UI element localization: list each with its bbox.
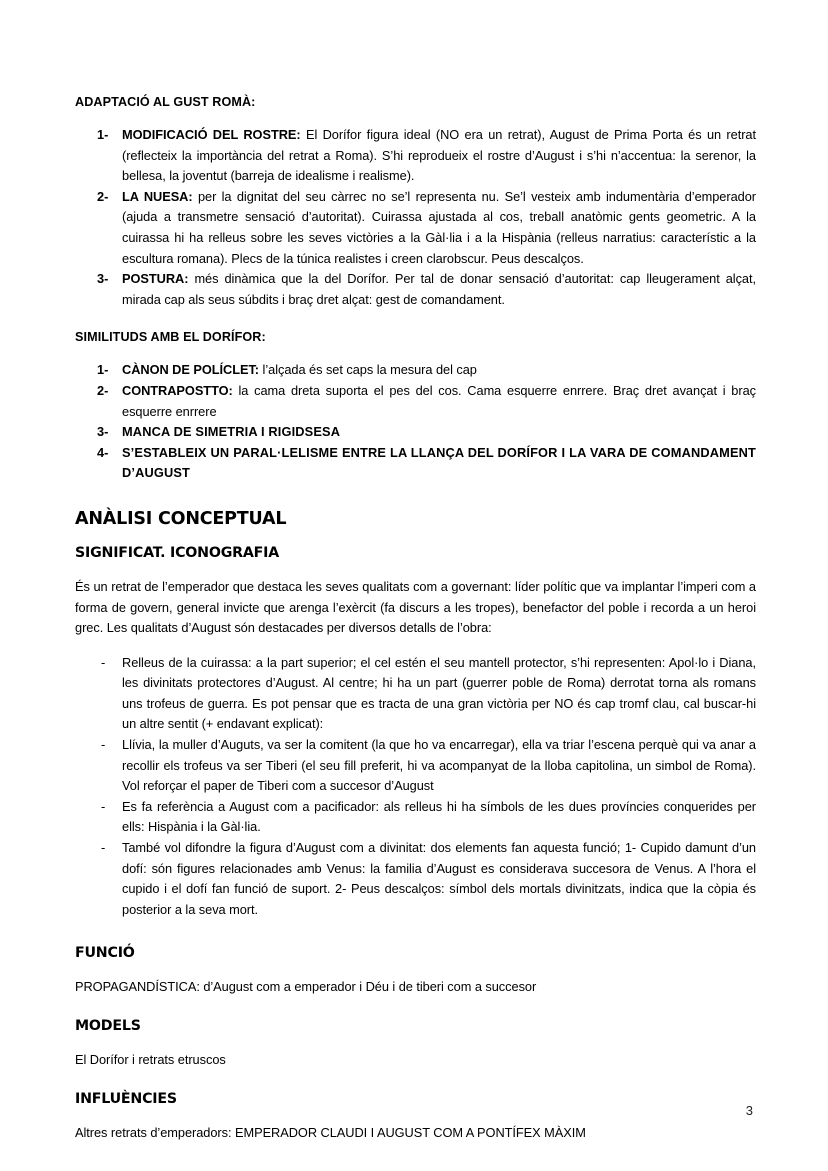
list-item-text — [122, 187, 756, 269]
heading-models: MODELS — [75, 1018, 141, 1034]
list-item-body: la cama dreta suporta el pes del cos. Cama esquerre enrrere. Braç dret avançat i braç esquerre enrrere — [122, 382, 756, 419]
list-item-lead: CÀNON DE POLÍCLET: — [122, 362, 260, 378]
dash-bullet-icon: - — [101, 798, 106, 814]
dash-bullet-icon: - — [101, 737, 106, 753]
list-item — [75, 381, 756, 422]
heading-significat-iconografia: SIGNIFICAT. ICONOGRAFIA — [75, 544, 279, 561]
list-adaptacio — [75, 125, 756, 310]
list-marker: 4- — [97, 444, 109, 460]
list-item-body: per la dignitat del seu càrrec no se’l representa nu. Se’l vesteix amb indumentària d’emperador (ajuda a transmetre sensació d’autoritat). Cuirassa ajustada al cos, treball anatòmic gents geometric. A la cuirassa hi ha relleus sobre les seves victòries a la Gàl·lia i a la Hispània (relleus narratius: característic a la escultura romana). Plecs de la túnica realistes i creen clarobscur. Peus descalços. — [122, 188, 756, 266]
spacer — [75, 963, 756, 977]
list-marker: 2- — [97, 382, 109, 398]
list-item-text: Relleus de la cuirassa: a la part superior; el cel estén el seu mantell protector, s’hi representen: Apol·lo i Diana, les divinitats protectores d’August. Al centre; hi ha un part (guerrer poble de Roma) derrotat torna als romans uns trofeus de guerra. Es pot pensar que es tracta de una gran victòria per NO és cap tromf clau, cal buscar-hi un altre sentit (+ endavant explicat): — [122, 654, 756, 732]
list-item-text: Llívia, la muller d’Auguts, va ser la comitent (la que ho va encarregar), ella va triar l’escena perquè qui va anar a recollir els trofeus va ser Tiberi (el seu fill preferit, hi va acompanyat de la lloba capitolina, un simbol de Roma). Vol reforçar el paper de Tiberi com a succesor d’August — [122, 737, 756, 794]
list-similituds — [75, 360, 756, 484]
list-item-lead: S’ESTABLEIX UN PARAL·LELISME ENTRE LA LLANÇA DEL DORÍFOR I LA VARA DE COMANDAMENT D’AUGUST — [122, 444, 756, 481]
heading-influencies: INFLUÈNCIES — [75, 1090, 177, 1107]
spacer — [75, 1071, 756, 1090]
list-item-text — [122, 422, 756, 443]
spacer — [75, 346, 756, 360]
list-item — [75, 735, 756, 797]
spacer — [75, 484, 756, 508]
list-item-text — [122, 269, 756, 310]
list-significat-bullets — [75, 653, 756, 921]
spacer — [75, 639, 756, 653]
section-heading-adaptacio: ADAPTACIÓ AL GUST ROMÀ: — [75, 95, 256, 109]
list-item — [75, 838, 756, 920]
list-item — [75, 653, 756, 735]
list-item — [75, 269, 756, 310]
list-item-text: També vol difondre la figura d’August com a divinitat: dos elements fan aquesta funció; 1- Cupido damunt d’un dofí: són figures relacionades amb Venus: la familia d’August es considerava succesora de Venus. A l’hora el cupido i el dofí fan funció de suport. 2- Peus descalços: símbol dels mortals divinitzats, indica que la còpia és posterior a la seva mort. — [122, 840, 756, 917]
list-item — [75, 125, 756, 187]
dash-bullet-icon: - — [101, 654, 106, 670]
list-item — [75, 797, 756, 838]
spacer — [75, 310, 756, 329]
spacer — [75, 530, 756, 544]
list-item-text: Es fa referència a August com a pacificador: als relleus hi ha símbols de les dues províncies conquerides per ells: Hispània i la Gàl·lia. — [122, 798, 756, 835]
list-marker: 2- — [97, 188, 109, 204]
paragraph-significat-intro: És un retrat de l’emperador que destaca les seves qualitats com a governant: líder polític que va implantar l’imperi com a forma de govern, general invicte que arenga l’exèrcit (fa discurs a les tropes), benefactor del poble i recorda a un heroi grec. Les qualitats d’August són destacades per diversos detalls de l’obra: — [75, 578, 756, 636]
spacer — [75, 998, 756, 1017]
list-marker: 1- — [97, 362, 109, 378]
list-item-body: l’alçada és set caps la mesura del cap — [259, 362, 477, 378]
spacer — [75, 1036, 756, 1050]
list-item-body: més dinàmica que la del Dorífor. Per tal de donar sensació d’autoritat: cap lleugerament alçat, mirada cap als seus súbdits i braç dret alçat: gest de comandament. — [122, 271, 756, 307]
list-item-text — [122, 443, 756, 484]
section-heading-similituds: SIMILITUDS AMB EL DORÍFOR: — [75, 330, 266, 345]
list-item-lead: MANCA DE SIMETRIA I RIGIDSESA — [122, 424, 341, 440]
dash-bullet-icon: - — [101, 840, 106, 856]
list-item-lead: LA NUESA: — [122, 188, 193, 204]
paragraph-influencies: Altres retrats d’emperadors: EMPERADOR CLAUDI I AUGUST COM A PONTÍFEX MÀXIM — [75, 1124, 586, 1140]
paragraph-funcio: PROPAGANDÍSTICA: d’August com a emperador i Déu i de tiberi com a succesor — [75, 979, 537, 995]
spacer — [75, 920, 756, 944]
list-item — [75, 422, 756, 443]
paragraph-models: El Dorífor i retrats etruscos — [75, 1052, 226, 1067]
heading-funcio: FUNCIÓ — [75, 945, 135, 962]
list-item-body: El Dorífor figura ideal (NO era un retrat), August de Prima Porta és un retrat (reflecteix la importància del retrat a Roma). S’hi reprodueix el rostre d’August i s’hi n’accentua: la serenor, la bellesa, la joventut (barreja de idealisme i realisme). — [122, 127, 756, 184]
heading-analisi-conceptual: ANÀLISI CONCEPTUAL — [75, 508, 287, 529]
list-item-text — [122, 125, 756, 187]
spacer — [75, 563, 756, 577]
list-item-lead: POSTURA: — [122, 271, 189, 287]
spacer — [75, 1109, 756, 1123]
list-item-lead: CONTRAPOSTTO: — [122, 382, 233, 398]
list-item-text — [122, 360, 756, 381]
list-item-lead: MODIFICACIÓ DEL ROSTRE: — [122, 127, 301, 142]
page-content — [75, 94, 756, 1143]
list-item — [75, 443, 756, 484]
list-marker: 3- — [97, 271, 109, 287]
list-marker: 3- — [97, 424, 109, 440]
list-item — [75, 360, 756, 381]
page-number: 3 — [745, 1103, 753, 1118]
spacer — [75, 111, 756, 125]
list-item-text — [122, 381, 756, 422]
list-item — [75, 187, 756, 269]
list-marker: 1- — [97, 127, 109, 142]
